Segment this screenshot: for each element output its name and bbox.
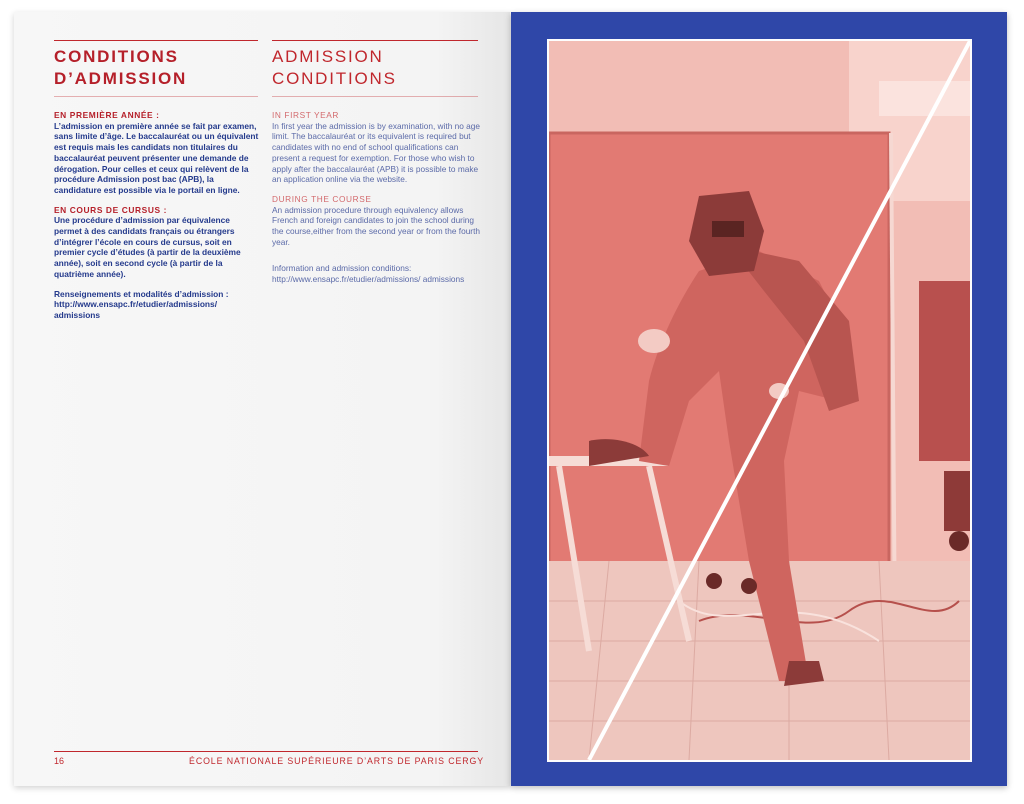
fr-section-body: Une procédure d’admission par équivalence permet à des candidats français ou étrangers d’intégrer l’école en cours de cursus, soit en premier cycle d’études (à partir de la deuxième année), soit en second cycle (à partir de la quatrième année). — [54, 215, 241, 279]
school-name: ÉCOLE NATIONALE SUPÉRIEURE D’ARTS DE PARIS CERGY — [189, 756, 484, 766]
en-section-title: DURING THE COURSE — [272, 193, 372, 204]
fr-section-title: EN COURS DE CURSUS : — [54, 204, 167, 215]
fr-section-during-course — [54, 205, 259, 280]
footer-rule — [54, 751, 478, 752]
photo-illustration — [549, 41, 970, 760]
photo-frame — [547, 39, 972, 762]
english-column — [272, 110, 482, 294]
performance-photo — [549, 41, 970, 760]
title-fr — [54, 46, 187, 90]
fr-info — [54, 289, 259, 321]
title-en-line1: ADMISSION — [272, 47, 384, 66]
en-info-url[interactable]: http://www.ensapc.fr/etudier/admissions/ admissions — [272, 274, 465, 285]
fr-section-body: L’admission en première année se fait par examen, sans limite d’âge. Le baccalauréat ou un équivalent est requis mais les candidats non titulaires du baccalauréat peuvent présenter une demande de dérogation. Pour celles et ceux qui relèvent de la procédure Admission post bac (APB), la candidature est possible via le portail en ligne. — [54, 120, 259, 195]
page-number: 16 — [54, 756, 65, 766]
en-info — [272, 263, 482, 284]
fr-section-first-year — [54, 110, 259, 196]
french-column — [54, 110, 259, 330]
left-page — [14, 12, 510, 786]
sub-rule-fr — [54, 96, 258, 97]
en-info-label: Information and admission conditions: — [272, 263, 412, 274]
title-fr-line2: D’ADMISSION — [54, 69, 188, 88]
title-en-line2: CONDITIONS — [272, 69, 397, 88]
top-rule-fr — [54, 40, 258, 41]
title-fr-line1: CONDITIONS — [54, 47, 179, 66]
fr-info-url[interactable]: http://www.ensapc.fr/etudier/admissions/ admissions — [54, 299, 218, 320]
sub-rule-en — [272, 96, 478, 97]
en-section-title: IN FIRST YEAR — [272, 110, 339, 120]
en-section-body: An admission procedure through equivalency allows French and foreign candidates to join the school during the course,either from the second year or from the fourth year. — [272, 204, 480, 247]
right-page — [511, 12, 1007, 786]
en-section-body: In first year the admission is by examination, with no age limit. The baccalauréat or its equivalent is required but candidates with no end of school qualifications can present a request for exemption. For those who wish to apply after the baccalauréat (APB) it is possible to make an application online via the website. — [272, 120, 480, 185]
en-section-first-year — [272, 110, 482, 185]
title-en — [272, 46, 397, 90]
top-rule-en — [272, 40, 478, 41]
fr-info-label: Renseignements et modalités d’admission : — [54, 288, 229, 299]
en-section-during-course — [272, 194, 482, 248]
fr-section-title: EN PREMIÈRE ANNÉE : — [54, 110, 160, 120]
